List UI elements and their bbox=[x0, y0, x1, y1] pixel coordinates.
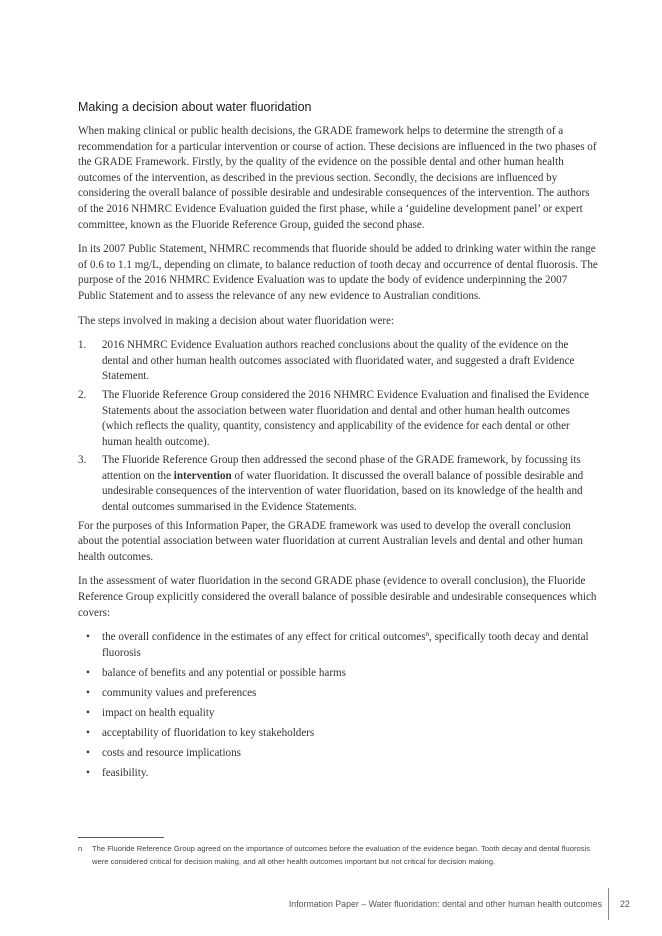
bullet-text: community values and preferences bbox=[102, 687, 257, 699]
list-item bbox=[78, 726, 598, 742]
list-item bbox=[78, 388, 598, 450]
list-item bbox=[78, 666, 598, 682]
bullet-icon: • bbox=[86, 767, 90, 780]
footnote-mark: n bbox=[78, 844, 83, 853]
step-number: 2. bbox=[78, 388, 87, 401]
bullet-text: feasibility. bbox=[102, 767, 149, 780]
bullet-text: acceptability of fluoridation to key stakeholders bbox=[102, 727, 315, 740]
footnote-divider bbox=[78, 837, 164, 838]
footnote-ref: n bbox=[425, 630, 430, 639]
footnote-text: The Fluoride Reference Group agreed on the importance of outcomes before the evaluation of the evidence began. Tooth decay and dental fluorosis were considered critical for decision making, and all other health outcomes important but not critical for decision making. bbox=[92, 844, 590, 866]
list-item bbox=[78, 453, 598, 515]
footnote bbox=[78, 843, 598, 868]
step-text-bold: intervention bbox=[173, 469, 232, 482]
bullet-text: the overall confidence in the estimates of any effect for critical outcomes bbox=[102, 631, 426, 644]
list-item bbox=[78, 338, 598, 385]
paragraph-assessment: In the assessment of water fluoridation in the second GRADE phase (evidence to overall conclusion), the Fluoride Reference Group explicitly considered the overall balance of possible desirable and undesirable consequences which covers: bbox=[78, 575, 597, 619]
footer-title: Information Paper – Water fluoridation: dental and other human health outcomes bbox=[288, 899, 602, 909]
paragraph-steps-intro: The steps involved in making a decision about water fluoridation were: bbox=[78, 314, 395, 327]
considerations-list bbox=[78, 630, 598, 782]
bullet-icon: • bbox=[86, 747, 90, 760]
paragraph-purpose: For the purposes of this Information Paper, the GRADE framework was used to develop the overall conclusion about the potential association between water fluoridation at current Australian levels and dental and other human health outcomes. bbox=[78, 519, 583, 563]
bullet-icon: • bbox=[86, 727, 90, 740]
step-number: 1. bbox=[78, 339, 87, 352]
footer-divider bbox=[608, 888, 609, 920]
bullet-text: impact on health equality bbox=[102, 707, 215, 720]
list-item bbox=[78, 630, 598, 661]
list-item bbox=[78, 706, 598, 722]
steps-list bbox=[78, 338, 598, 516]
bullet-icon: • bbox=[86, 631, 90, 644]
paragraph-public-statement: In its 2007 Public Statement, NHMRC recommends that fluoride should be added to drinking water within the range of 0.6 to 1.1 mg/L, depending on climate, to balance reduction of tooth decay and occurrence of dental fluorosis. The purpose of the 2016 NHMRC Evidence Evaluation was to update the body of evidence underpinning the 2007 Public Statement and to assess the relevance of any new evidence to Australian conditions. bbox=[78, 243, 598, 302]
bullet-icon: • bbox=[86, 666, 90, 679]
section-heading: Making a decision about water fluoridation bbox=[78, 100, 312, 114]
step-text: 2016 NHMRC Evidence Evaluation authors reached conclusions about the quality of the evidence on the dental and other human health outcomes associated with fluoridated water, and suggested a draft Evidence Statement. bbox=[102, 339, 575, 383]
bullet-text-after: , specifically tooth decay and dental fluorosis bbox=[102, 631, 589, 659]
step-text-before: The Fluoride Reference Group then addressed the second phase of the GRADE framework, by focussing its attention on the bbox=[102, 454, 581, 482]
step-text bbox=[102, 454, 583, 513]
bullet-icon: • bbox=[86, 707, 90, 720]
body-content bbox=[78, 124, 598, 786]
bullet-icon: • bbox=[86, 687, 90, 699]
paragraph-intro: When making clinical or public health decisions, the GRADE framework helps to determine the strength of a recommendation for a particular intervention or course of action. These decisions are influenced in the two phases of the GRADE Framework. Firstly, by the quality of the evidence on the possible dental and other human health outcomes of the intervention, as described in the previous section. Secondly, the decisions are influenced by considering the overall balance of possible desirable and undesirable consequences of the intervention. The authors of the 2016 NHMRC Evidence Evaluation guided the first phase, while a ‘guideline development panel’ or expert committee, known as the Fluoride Reference Group, guided the second phase. bbox=[78, 125, 597, 231]
step-text: The Fluoride Reference Group considered the 2016 NHMRC Evidence Evaluation and finalised the Evidence Statements about the association between water fluoridation and dental and other human health outcomes (which reflects the quality, quantity, consistency and applicability of the evidence for each dental or other human health outcome). bbox=[102, 388, 590, 448]
page-number: 22 bbox=[620, 899, 630, 909]
list-item bbox=[78, 746, 598, 762]
step-number: 3. bbox=[78, 454, 87, 467]
step-text-after: of water fluoridation. It discussed the overall balance of possible desirable and undesirable consequences of the intervention of water fluoridation, based on its knowledge of the health and dental outcomes summarised in the Evidence Statements. bbox=[102, 469, 584, 514]
list-item bbox=[78, 686, 598, 702]
bullet-text: balance of benefits and any potential or possible harms bbox=[102, 666, 346, 679]
list-item bbox=[78, 766, 598, 782]
bullet-text: costs and resource implications bbox=[102, 747, 241, 760]
